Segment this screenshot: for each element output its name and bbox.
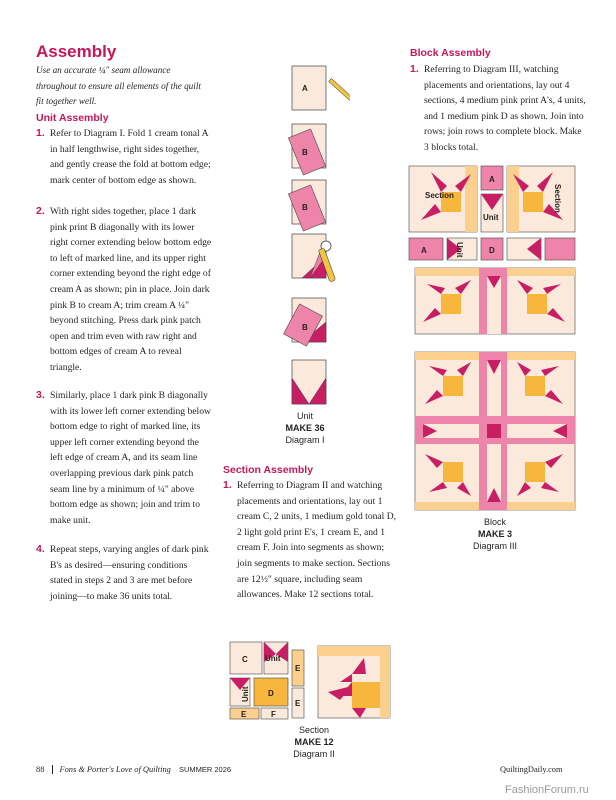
caption-name: Unit (296, 411, 313, 421)
caption-name: Block (483, 517, 506, 527)
unit-label: Unit (455, 242, 464, 258)
unit-step-4 (36, 542, 212, 604)
diagram-1-caption (270, 410, 340, 446)
section-assembly-heading: Section Assembly (223, 464, 314, 476)
page-number: 88 (36, 765, 45, 774)
caption-make: MAKE 12 (294, 737, 334, 747)
caption-make: MAKE 36 (285, 423, 325, 433)
diagram-3-caption (455, 516, 535, 552)
step-text: Similarly, place 1 dark pink B diagonally with its lower left corner extending below bottom edge to right of marked line, its upper left corner extending beyond the left edge of cream A, and its seam line overlapping previous dark pink patch seam line by a minimum of ¼" above bottom edge as shown; join and trim to make unit. (50, 390, 211, 526)
unit-step-trim-drawing (292, 234, 336, 282)
section-step-1 (223, 478, 399, 603)
finished-unit-drawing (292, 360, 326, 404)
unit-step-b3-drawing (284, 298, 326, 346)
patch-label-f: F (271, 710, 276, 719)
caption-name: Section (298, 725, 330, 735)
intro-text: Use an accurate ¼" seam allowance throughout to ensure all elements of the quilt fit together well. (36, 65, 201, 107)
step-text: Referring to Diagram III, watching placements and orientations, lay out 4 sections, 4 medium pink print A's, 4 units, and 1 medium pink D as shown. Join into rows; join rows to complete block. Make 3 blocks total. (424, 64, 586, 153)
unit-label: Unit (265, 654, 281, 663)
page-footer (36, 765, 231, 774)
patch-label-b: B (302, 323, 308, 332)
step-number: 1. (223, 479, 232, 491)
unit-assembly-heading: Unit Assembly (36, 112, 109, 124)
block-joined-rows (415, 268, 575, 334)
diagram-2-caption (274, 724, 354, 760)
section-label: Section (553, 184, 562, 213)
watermark: FashionForum.ru (505, 784, 589, 796)
step-text: Refer to Diagram I. Fold 1 cream tonal A in half lengthwise, right sides together, and gently crease the fold at bottom edge; mark center of bottom edge as shown. (50, 128, 211, 186)
unit-step-b1-drawing (288, 124, 326, 175)
block-assembly-heading: Block Assembly (410, 47, 491, 59)
unit-step-1 (36, 126, 212, 188)
diagram-2-illustration (228, 640, 392, 722)
step-text: With right sides together, place 1 dark pink print B diagonally with its lower right corner extending below bottom edge to left of marked line, and its upper right corner extending beyond the right edge of cream A as shown; pin in place. Join dark pink B to cream A; trim cream A ¼" beyond stitching. Press dark pink patch open and trim even with raw right and bottom edges of cream A to reveal triangle. (50, 206, 212, 373)
step-text: Referring to Diagram II and watching placements and orientations, lay out 1 cream C, 2 units, 1 medium gold tonal D, 2 light gold print E's, 1 cream E, and 1 cream F. Join into segments as shown; join segments to make section. Sections are 12½" square, including seam allowances. Make 12 sections total. (237, 480, 397, 601)
patch-label-c: C (242, 655, 248, 664)
step-number: 1. (36, 127, 45, 139)
section-layout-pieces (230, 642, 304, 719)
website-link[interactable]: QuiltingDaily.com (500, 765, 563, 774)
patch-label-e: E (295, 699, 301, 708)
finished-section-drawing (318, 646, 390, 718)
step-number: 3. (36, 389, 45, 401)
patch-label-e: E (241, 710, 247, 719)
block-step-1 (410, 62, 586, 156)
patch-label-e: E (295, 664, 301, 673)
unit-label: Unit (241, 686, 250, 702)
finished-block-drawing (415, 352, 575, 510)
caption-make: MAKE 3 (477, 529, 512, 539)
patch-label-b: B (302, 148, 308, 157)
step-number: 4. (36, 543, 45, 555)
page-title: Assembly (36, 42, 117, 61)
patch-label-a: A (489, 175, 495, 184)
patch-label-a: A (421, 246, 427, 255)
block-layout-row-2 (409, 238, 575, 260)
block-layout-row-1 (409, 166, 575, 232)
publication-name: Fons & Porter's Love of Quilting (59, 765, 171, 774)
section-label: Section (425, 191, 454, 200)
patch-label-d: D (489, 246, 495, 255)
unit-step-b2-drawing (288, 180, 326, 231)
caption-diagram: Diagram II (293, 749, 335, 759)
pencil-icon (329, 79, 350, 109)
diagram-3-illustration (405, 162, 585, 512)
step-text: Repeat steps, varying angles of dark pink B's as desired—ensuring conditions stated in steps 2 and 3 are met before joining—to make 36 units total. (50, 544, 209, 602)
caption-diagram: Diagram I (285, 435, 325, 445)
patch-label-a: A (302, 84, 308, 93)
issue-label: SUMMER 2026 (178, 765, 232, 774)
unit-label: Unit (483, 213, 499, 222)
patch-label-b: B (302, 203, 308, 212)
unit-step-2 (36, 204, 212, 376)
step-number: 2. (36, 205, 45, 217)
patch-label-d: D (268, 689, 274, 698)
step-number: 1. (410, 63, 419, 75)
unit-step-a-drawing (292, 66, 350, 110)
caption-diagram: Diagram III (472, 541, 517, 551)
diagram-1-illustration (280, 60, 350, 410)
unit-step-3 (36, 388, 212, 528)
